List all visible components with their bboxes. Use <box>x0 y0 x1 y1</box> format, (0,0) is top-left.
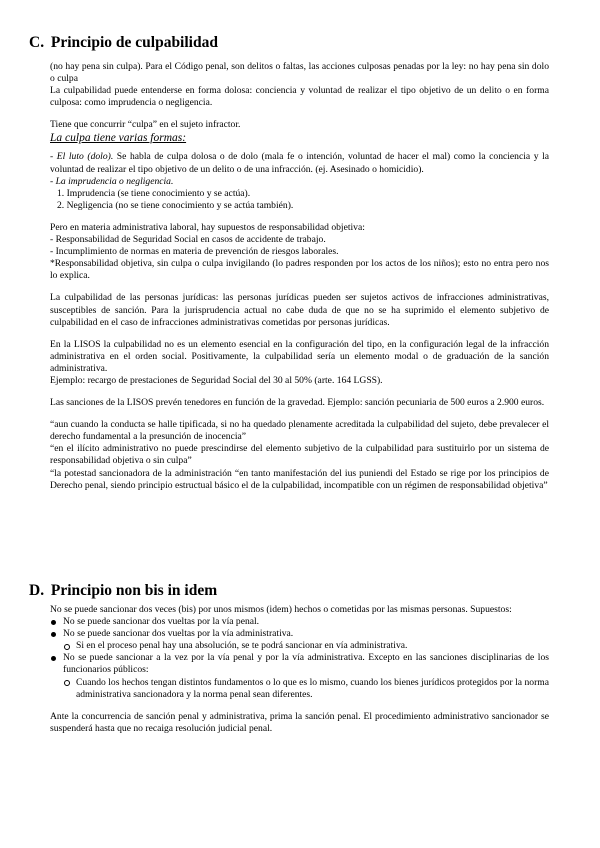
list-item: No se puede sancionar dos vueltas por la vía administrativa. Si en el proceso penal hay una absolución, se te podrá sancionar en vía administrativa. <box>50 628 549 652</box>
culpa-forms-heading: La culpa tiene varias formas: <box>50 132 187 145</box>
paragraph: La culpabilidad de las personas jurídicas: las personas jurídicas pueden ser sujetos activos de infracciones administrativas, susceptibles de sanción. Para la jurisprudencia actual no cabe duda de que no se ha suprimido el elemento subjetivo de culpabilidad en el caso de infracciones administrativas cometidas por personas jurídicas. <box>50 292 549 328</box>
dolo-paragraph: - El luto (dolo). Se habla de culpa dolosa o de dolo (mala fe o intención, voluntad de hacer el mal) como la conciencia y la voluntad de realizar el tipo objetivo de un delito o de una infracción. (ej. Asesinado o homicidio). <box>50 151 550 175</box>
sub-list <box>63 640 549 652</box>
quote: “aun cuando la conducta se halle tipificada, si no ha quedado plenamente acreditada la culpabilidad del sujeto, debe prevalecer el derecho fundamental a la presunción de inocencia” <box>50 419 549 443</box>
paragraph: La culpabilidad puede entenderse en forma dolosa: conciencia y voluntad de realizar el tipo objetivo de un delito o en forma culposa: como imprudencia o negligencia. <box>50 85 549 109</box>
quote: “en el ilícito administrativo no puede prescindirse del elemento subjetivo de la culpabilidad para sustituirlo por un sistema de responsabilidad objetiva o sin culpa” <box>50 443 549 467</box>
section-d-letter: D. <box>29 582 45 599</box>
list-item: 2. Negligencia (no se tiene conocimiento y se actúa también). <box>57 199 294 211</box>
section-c-heading <box>29 34 218 52</box>
paragraph: Ante la concurrencia de sanción penal y administrativa, prima la sanción penal. El procedimiento administrativo sancionador se suspenderá hasta que no recaiga resolución judicial penal. <box>50 710 549 734</box>
section-c-title: Principio de culpabilidad <box>50 34 218 51</box>
dolo-term: El luto (dolo). <box>56 151 114 163</box>
section-d-content <box>50 604 549 735</box>
paragraph: (no hay pena sin culpa). Para el Código penal, son delitos o faltas, las acciones culposas penadas por la ley: no hay pena sin dolo o culpa <box>50 61 549 85</box>
list-item: No se puede sancionar dos vueltas por la vía penal. <box>50 616 549 628</box>
section-d-heading <box>29 582 217 600</box>
paragraph: Pero en materia administrativa laboral, hay supuestos de responsabilidad objetiva: <box>50 221 365 233</box>
sub-list-item: Cuando los hechos tengan distintos fundamentos o lo que es lo mismo, cuando los bienes jurídicos protegidos por la norma administrativa sancionadora y la norma penal sean diferentes. <box>63 677 549 701</box>
circle-bullet-icon <box>64 644 70 650</box>
list-item: No se puede sancionar a la vez por la vía penal y por la vía administrativa. Excepto en las sanciones disciplinarias de los funcionarios públicos: Cuando los hechos tengan distintos fundamentos o lo que es lo mismo, cuando los bienes jurídicos protegidos por la norma administrativa sancionadora y la norma penal sean diferentes. <box>50 652 549 700</box>
sub-list-item: Si en el proceso penal hay una absolución, se te podrá sancionar en vía administrativa. <box>63 640 549 652</box>
list-item: - Incumplimiento de normas en materia de prevención de riesgos laborales. <box>50 246 339 258</box>
bullet-icon <box>51 656 56 661</box>
bullet-icon <box>51 620 56 625</box>
bullet-icon <box>51 632 56 637</box>
paragraph: Tiene que concurrir “culpa” en el sujeto infractor. <box>50 119 241 131</box>
section-c-content <box>50 61 549 492</box>
imprudencia-heading: - La imprudencia o negligencia. <box>50 175 174 187</box>
sub-list <box>63 677 549 701</box>
paragraph: Ejemplo: recargo de prestaciones de Seguridad Social del 30 al 50% (arte. 164 LGSS). <box>50 374 383 386</box>
section-c-letter: C. <box>29 34 45 51</box>
paragraph: No se puede sancionar dos veces (bis) por unos mismos (idem) hechos o cometidas por las mismas personas. Supuestos: <box>50 604 512 615</box>
paragraph: *Responsabilidad objetiva, sin culpa o culpa invigilando (lo padres responden por los actos de los niños); esto no entra pero nos lo explica. <box>50 258 549 282</box>
section-d-title: Principio non bis in idem <box>50 582 218 599</box>
list-item: - Responsabilidad de Seguridad Social en casos de accidente de trabajo. <box>50 234 326 246</box>
quote: “la potestad sancionadora de la administración “en tanto manifestación del ius puniendi del Estado se rige por los principios de Derecho penal, siendo principio estructual básico el de la culpabilidad, incompatible con un régimen de responsabilidad objetiva” <box>50 467 549 491</box>
paragraph: Las sanciones de la LISOS prevén tenedores en función de la gravedad. Ejemplo: sanción pecuniaria de 500 euros a 2.900 euros. <box>50 397 545 409</box>
list-item: 1. Imprudencia (se tiene conocimiento y se actúa). <box>57 187 251 199</box>
circle-bullet-icon <box>64 680 70 686</box>
paragraph: En la LISOS la culpabilidad no es un elemento esencial en la configuración del tipo, en la configuración legal de la infracción administrativa en el orden social. Positivamente, la culpabilidad sería un elemento modal o de graduación de la sanción administrativa. <box>50 338 549 374</box>
supuestos-list <box>50 616 549 701</box>
